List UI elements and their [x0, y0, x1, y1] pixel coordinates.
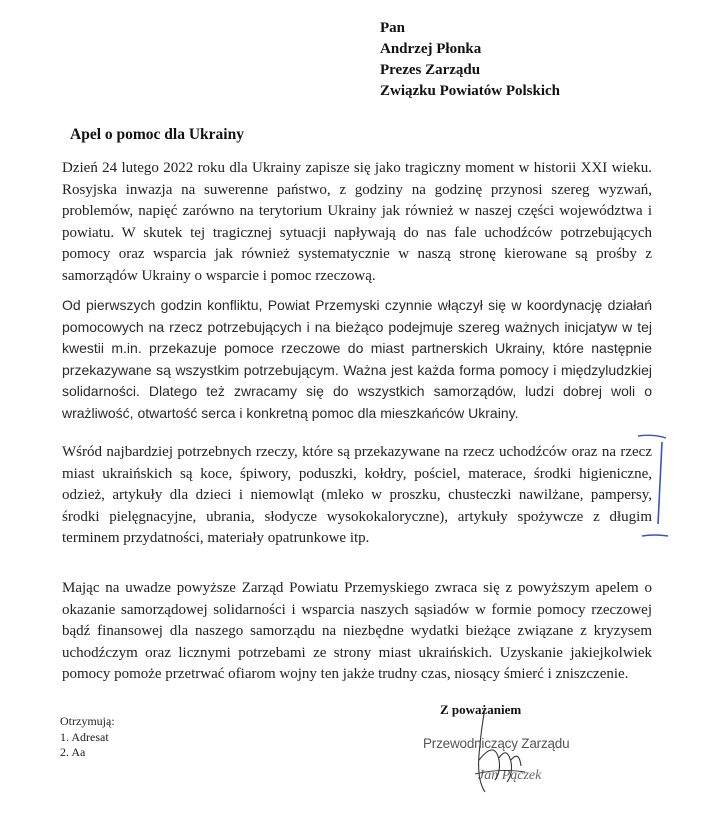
signature-role: Przewodniczący Zarządu: [423, 736, 570, 751]
handwritten-bracket-mark: [636, 432, 672, 542]
paragraph-3: Wśród najbardziej potrzebnych rzeczy, które są przekazywane na rzecz uchodźców oraz na rzecz miast ukraińskich są koce, śpiwory, poduszki, kołdry, pościel, materace, środki higieniczne, odzież, artykuły dla dzieci i niemowląt (mleko w proszku, chusteczki nawilżane, pampersy, środki pielęgnacyjne, ubrania, słodycze wysokokaloryczne), artykuły spożywcze z długim terminem przydatności, materiały opatrunkowe itp.: [62, 444, 652, 546]
signature-name: Jan Pączek: [478, 768, 542, 783]
distribution-item: 1. Adresat: [60, 729, 109, 744]
paragraph-2: Od pierwszych godzin konfliktu, Powiat Przemyski czynnie włączył się w koordynację działań pomocowych na rzecz potrzebujących i na bieżąco podejmuje szereg ważnych inicjatyw w tej kwestii m.in. przekazuje pomoce rzeczowe do miast partnerskich Ukrainy, które następnie przekazywane są wszystkim potrzebującym. Ważna jest każda forma pomocy i międzyludzkiej solidarności. Dlatego też zwracamy się do wszystkich samorządów, ludzi dobrej woli o wrażliwość, otwartość serca i konkretną pomoc dla mieszkańców Ukrainy.: [62, 297, 652, 421]
handwritten-signature: [455, 700, 545, 800]
distribution-list: [60, 714, 115, 761]
letter-title: Apel o pomoc dla Ukrainy: [70, 126, 244, 143]
recipient-position: Prezes Zarządu: [380, 62, 481, 78]
signature-closing: Z poważaniem: [440, 702, 522, 717]
distribution-heading: Otrzymują:: [60, 714, 115, 728]
paragraph-1: Dzień 24 lutego 2022 roku dla Ukrainy zapisze się jako tragiczny moment w historii XXI wieku. Rosyjska inwazja na suwerenne państwo, z godziny na godzinę przynosi szereg wyzwań, problemów, napięć zarówno na terytorium Ukrainy jak również w naszej części województwa i powiatu. W skutek tej tragicznej sytuacji napływają do nas fale uchodźców potrzebujących pomocy oraz wsparcia jak również systematycznie w naszą stronę kierowane są prośby z samorządów Ukrainy o wsparcie i pomoc rzeczową.: [62, 160, 652, 284]
recipient-block: [380, 18, 560, 102]
recipient-name: Andrzej Płonka: [380, 41, 482, 57]
distribution-item: 2. Aa: [60, 745, 86, 759]
recipient-organization: Związku Powiatów Polskich: [380, 83, 561, 99]
paragraph-4: Mając na uwadze powyższe Zarząd Powiatu Przemyskiego zwraca się z powyższym apelem o okazanie samorządowej solidarności i wsparcia naszych sąsiadów w formie pomocy rzeczowej bądź finansowej dla naszego samorządu na niezbędne wydatki bieżące związane z kryzysem uchodźczym oraz licznymi potrzebami ze strony miast ukraińskich. Uzyskanie jakiejkolwiek pomocy pomoże przetrwać ofiarom wojny ten jakże trudny czas, niosący śmierć i zniszczenie.: [62, 580, 652, 682]
recipient-salutation: Pan: [380, 20, 406, 36]
